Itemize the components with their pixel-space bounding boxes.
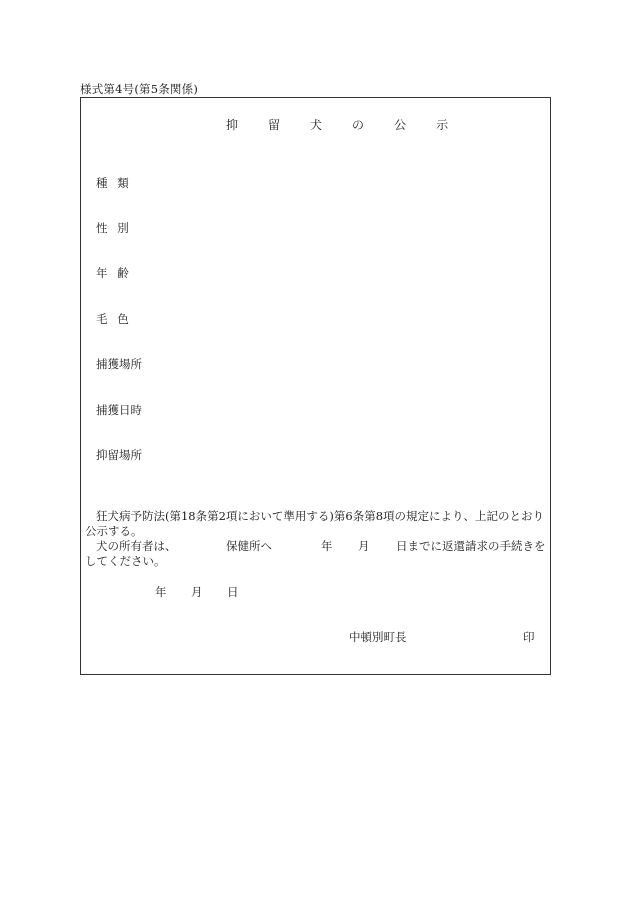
title-char: 抑 bbox=[226, 118, 239, 132]
form-number-label: 様式第4号(第5条関係) bbox=[80, 82, 199, 96]
health-center-label: 保健所へ bbox=[226, 539, 272, 553]
deadline-day-text: 日までに返還請求の手続きを bbox=[396, 539, 546, 553]
field-label-age: 年齢 bbox=[96, 266, 139, 280]
field-label-type: 種類 bbox=[96, 176, 139, 190]
field-label-detention-place: 抑留場所 bbox=[96, 448, 142, 462]
owner-notice-end: してください。 bbox=[85, 554, 166, 568]
notice-title bbox=[226, 116, 448, 133]
field-label-capture-datetime: 捕獲日時 bbox=[96, 403, 142, 417]
field-label-sex: 性別 bbox=[96, 221, 139, 235]
notice-frame bbox=[80, 97, 551, 675]
notice-line-1: 狂犬病予防法(第18条第2項において準用する)第6条第8項の規定により、上記のとおり bbox=[96, 509, 545, 523]
deadline-month: 月 bbox=[358, 539, 370, 553]
title-char: 犬 bbox=[310, 118, 323, 132]
field-label-coat-color: 毛色 bbox=[96, 312, 139, 326]
mayor-title: 中頓別町長 bbox=[349, 630, 407, 644]
title-char: の bbox=[352, 118, 365, 132]
date-day: 日 bbox=[227, 585, 239, 599]
date-year: 年 bbox=[155, 585, 167, 599]
notice-line-2: 公示する。 bbox=[85, 524, 143, 538]
title-char: 留 bbox=[268, 118, 281, 132]
deadline-year: 年 bbox=[321, 539, 333, 553]
seal-mark: 印 bbox=[523, 630, 535, 644]
owner-notice-lead: 犬の所有者は、 bbox=[96, 539, 177, 553]
field-label-capture-place: 捕獲場所 bbox=[96, 357, 142, 371]
title-char: 示 bbox=[436, 118, 449, 132]
date-month: 月 bbox=[191, 585, 203, 599]
title-char: 公 bbox=[394, 118, 407, 132]
